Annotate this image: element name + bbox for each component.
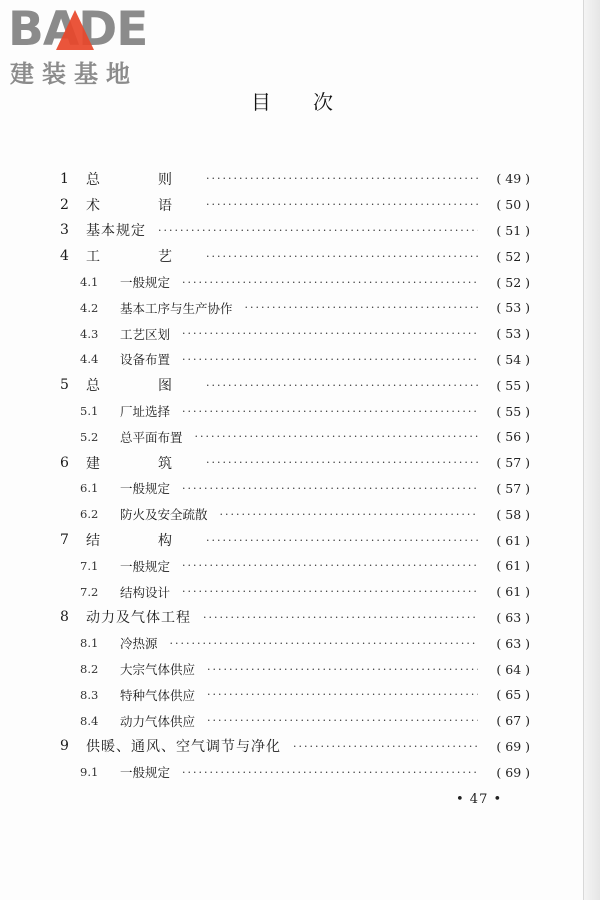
toc-section-entry[interactable] xyxy=(60,321,530,347)
toc-page-reference: ( 52 ) xyxy=(496,248,530,264)
toc-entry-label: 冷热源 xyxy=(120,636,158,652)
toc-entry-label: 设备布置 xyxy=(120,352,171,368)
toc-section-entry[interactable] xyxy=(60,553,530,579)
toc-leader-dots xyxy=(245,301,478,314)
toc-page-reference: ( 55 ) xyxy=(496,377,530,393)
toc-entry-label: 防火及安全疏散 xyxy=(120,507,208,523)
toc-leader-dots xyxy=(182,327,478,340)
logo-wordmark: BADE xyxy=(8,2,148,57)
toc-entry-number: 3 xyxy=(60,222,69,239)
toc-page-reference: ( 63 ) xyxy=(496,609,530,625)
toc-entry-label: 大宗气体供应 xyxy=(120,662,196,678)
toc-section-entry[interactable] xyxy=(60,398,530,424)
toc-section-entry[interactable] xyxy=(60,476,530,502)
toc-entry-label: 一般规定 xyxy=(120,765,171,781)
page-edge-shadow xyxy=(583,0,600,900)
toc-entry-label: 动力及气体工程 xyxy=(86,610,191,627)
toc-entry-label: 建 筑 xyxy=(86,455,194,472)
toc-entry-number: 5 xyxy=(60,377,69,394)
toc-chapter-entry[interactable] xyxy=(60,192,530,218)
toc-entry-number: 8.1 xyxy=(80,636,99,651)
toc-section-entry[interactable] xyxy=(60,579,530,605)
toc-page-reference: ( 61 ) xyxy=(496,584,530,600)
toc-entry-label: 一般规定 xyxy=(120,558,171,574)
toc-leader-dots xyxy=(220,508,478,521)
toc-entry-label: 总平面布置 xyxy=(120,429,183,445)
page-number: • 47 • xyxy=(456,792,503,807)
toc-page-reference: ( 50 ) xyxy=(496,197,530,213)
toc-entry-number: 4.3 xyxy=(80,326,99,341)
toc-leader-dots xyxy=(182,353,478,366)
toc-leader-dots xyxy=(207,714,478,727)
toc-section-entry[interactable] xyxy=(60,759,530,785)
toc-leader-dots xyxy=(182,276,478,289)
toc-page-reference: ( 58 ) xyxy=(496,506,530,522)
toc-entry-number: 9.1 xyxy=(80,765,99,780)
toc-entry-label: 工艺区划 xyxy=(120,326,171,342)
toc-leader-dots xyxy=(182,766,478,779)
toc-entry-label: 一般规定 xyxy=(120,275,171,291)
toc-page-reference: ( 69 ) xyxy=(496,764,530,780)
toc-page-reference: ( 64 ) xyxy=(496,661,530,677)
toc-leader-dots xyxy=(203,611,478,624)
toc-page-reference: ( 63 ) xyxy=(496,635,530,651)
toc-leader-dots xyxy=(182,482,478,495)
toc-leader-dots xyxy=(206,172,478,185)
toc-leader-dots xyxy=(207,663,478,676)
toc-entry-label: 厂址选择 xyxy=(120,404,171,420)
toc-entry-number: 8.3 xyxy=(80,687,99,702)
toc-page-reference: ( 65 ) xyxy=(496,687,530,703)
toc-section-entry[interactable] xyxy=(60,501,530,527)
toc-chapter-entry[interactable] xyxy=(60,372,530,398)
toc-entry-label: 基本规定 xyxy=(86,223,146,240)
toc-page-reference: ( 51 ) xyxy=(496,222,530,238)
toc-leader-dots xyxy=(206,379,478,392)
toc-page-reference: ( 61 ) xyxy=(496,558,530,574)
toc-entry-number: 6.2 xyxy=(80,507,99,522)
toc-section-entry[interactable] xyxy=(60,682,530,708)
toc-page-reference: ( 57 ) xyxy=(496,480,530,496)
toc-entry-number: 1 xyxy=(60,170,69,187)
toc-entry-number: 6 xyxy=(60,454,69,471)
toc-page-reference: ( 61 ) xyxy=(496,532,530,548)
toc-entry-number: 6.1 xyxy=(80,481,99,496)
page-title: 目次 xyxy=(251,90,375,114)
toc-entry-label: 总 则 xyxy=(86,171,194,188)
toc-leader-dots xyxy=(195,430,478,443)
toc-entry-label: 一般规定 xyxy=(120,481,171,497)
toc-entry-number: 8.4 xyxy=(80,713,99,728)
toc-entry-number: 8.2 xyxy=(80,662,99,677)
toc-entry-number: 4 xyxy=(60,248,69,265)
toc-entry-number: 2 xyxy=(60,196,69,213)
toc-page-reference: ( 55 ) xyxy=(496,403,530,419)
toc-entry-label: 基本工序与生产协作 xyxy=(120,300,233,316)
toc-leader-dots xyxy=(206,250,478,263)
toc-chapter-entry[interactable] xyxy=(60,166,530,192)
bade-logo xyxy=(8,4,178,92)
toc-section-entry[interactable] xyxy=(60,269,530,295)
toc-entry-number: 8 xyxy=(60,609,69,626)
toc-page-reference: ( 54 ) xyxy=(496,351,530,367)
toc-leader-dots xyxy=(206,456,478,469)
toc-section-entry[interactable] xyxy=(60,630,530,656)
toc-section-entry[interactable] xyxy=(60,347,530,373)
logo-subtitle: 建装基地 xyxy=(10,60,138,88)
toc-entry-number: 4.4 xyxy=(80,352,99,367)
toc-leader-dots xyxy=(158,224,478,237)
toc-chapter-entry[interactable] xyxy=(60,605,530,631)
toc-leader-dots xyxy=(207,688,478,701)
toc-chapter-entry[interactable] xyxy=(60,218,530,244)
toc-leader-dots xyxy=(182,405,478,418)
toc-entry-label: 特种气体供应 xyxy=(120,687,196,703)
toc-entry-number: 7 xyxy=(60,532,69,549)
toc-leader-dots xyxy=(170,637,478,650)
toc-chapter-entry[interactable] xyxy=(60,527,530,553)
toc-entry-label: 总 图 xyxy=(86,378,194,395)
toc-leader-dots xyxy=(206,534,478,547)
toc-chapter-entry[interactable] xyxy=(60,243,530,269)
toc-page-reference: ( 56 ) xyxy=(496,429,530,445)
toc-entry-label: 结 构 xyxy=(86,533,194,550)
toc-page-reference: ( 69 ) xyxy=(496,738,530,754)
toc-entry-label: 供暖、通风、空气调节与净化 xyxy=(86,739,281,756)
toc-page-reference: ( 49 ) xyxy=(496,171,530,187)
toc-entry-number: 9 xyxy=(60,738,69,755)
logo-accent-triangle-icon xyxy=(56,10,94,50)
toc-page-reference: ( 53 ) xyxy=(496,326,530,342)
toc-entry-number: 4.1 xyxy=(80,275,99,290)
toc-chapter-entry[interactable] xyxy=(60,734,530,760)
toc-entry-number: 5.2 xyxy=(80,429,99,444)
toc-section-entry[interactable] xyxy=(60,708,530,734)
toc-entry-label: 动力气体供应 xyxy=(120,713,196,729)
toc-leader-dots xyxy=(293,740,478,753)
toc-page-reference: ( 67 ) xyxy=(496,713,530,729)
toc-leader-dots xyxy=(182,585,478,598)
toc-section-entry[interactable] xyxy=(60,424,530,450)
table-of-contents xyxy=(60,166,530,785)
toc-entry-number: 7.1 xyxy=(80,558,99,573)
toc-entry-number: 7.2 xyxy=(80,584,99,599)
toc-entry-number: 5.1 xyxy=(80,404,99,419)
toc-entry-number: 4.2 xyxy=(80,300,99,315)
toc-entry-label: 工 艺 xyxy=(86,249,194,266)
toc-entry-label: 结构设计 xyxy=(120,584,171,600)
toc-page-reference: ( 52 ) xyxy=(496,274,530,290)
toc-section-entry[interactable] xyxy=(60,656,530,682)
toc-chapter-entry[interactable] xyxy=(60,450,530,476)
toc-entry-label: 术 语 xyxy=(86,197,194,214)
toc-page-reference: ( 53 ) xyxy=(496,300,530,316)
toc-page-reference: ( 57 ) xyxy=(496,455,530,471)
toc-section-entry[interactable] xyxy=(60,295,530,321)
toc-leader-dots xyxy=(182,559,478,572)
toc-leader-dots xyxy=(206,198,478,211)
